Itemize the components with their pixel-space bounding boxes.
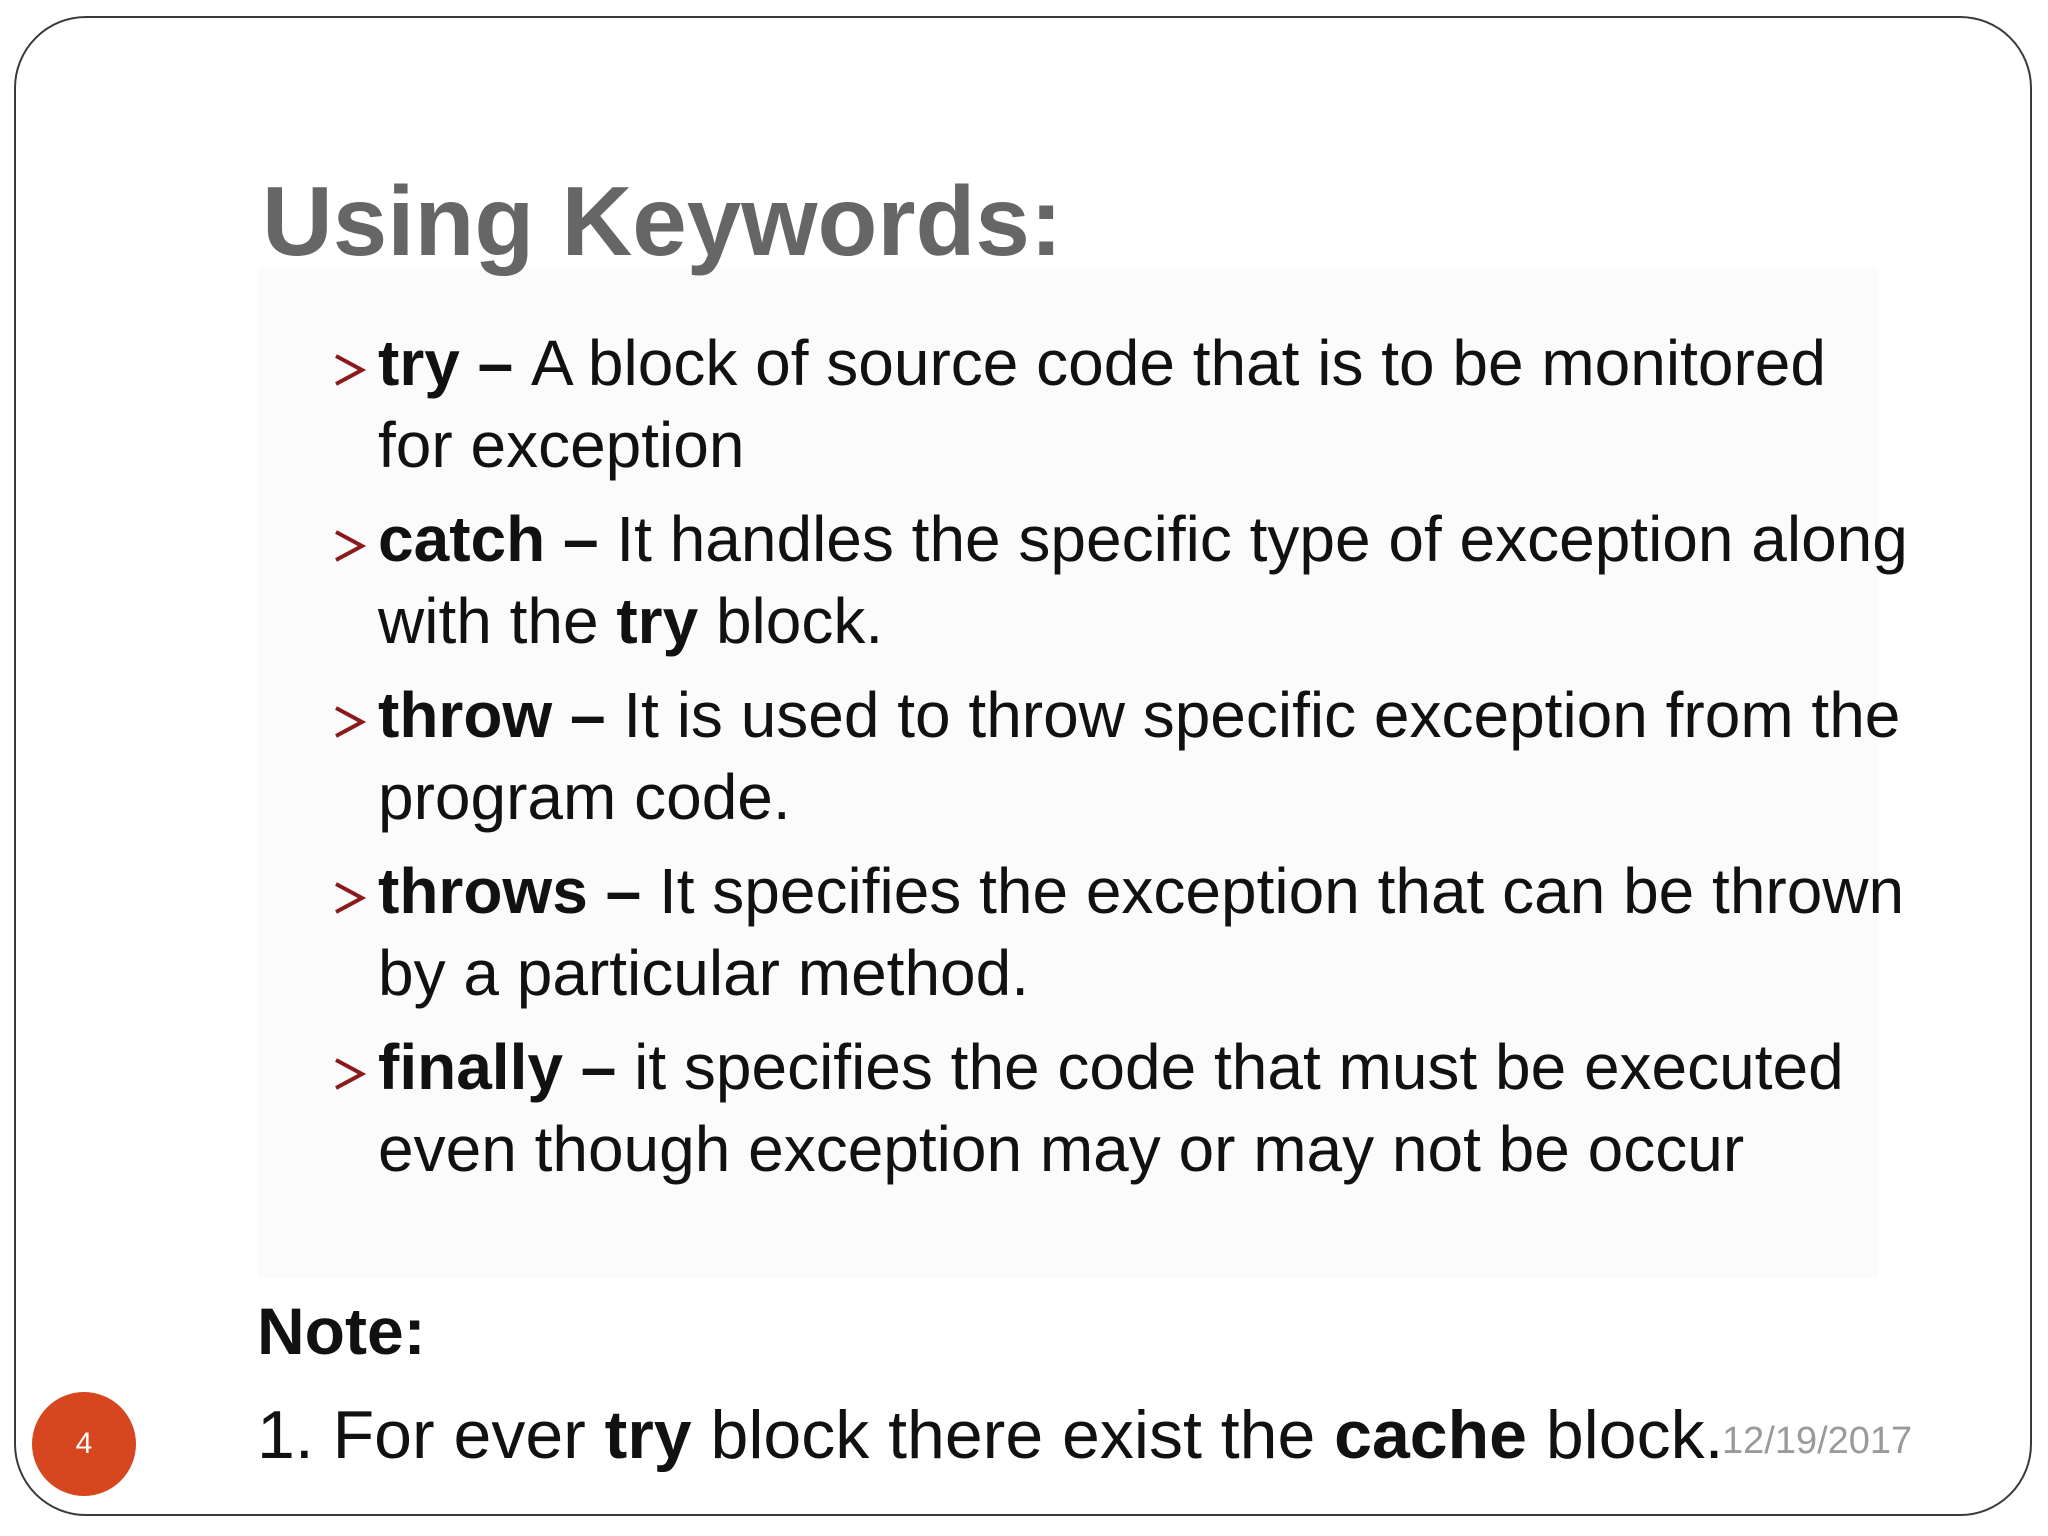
keyword-dash: – <box>552 679 624 751</box>
note-keyword-try: try <box>604 1397 692 1473</box>
bullet-throw <box>330 674 1910 838</box>
arrow-bullet-icon <box>330 350 370 390</box>
bullet-text: It is used to throw specific exception from the program code. <box>378 679 1901 833</box>
arrow-bullet-icon <box>330 1054 370 1094</box>
slide-title: Using Keywords: <box>262 166 1063 276</box>
note-text <box>257 1394 1724 1476</box>
note-prefix: 1. For ever <box>257 1397 605 1473</box>
inline-keyword-try: try <box>616 585 699 657</box>
note-keyword-cache: cache <box>1334 1397 1527 1473</box>
bullet-text-end: block. <box>698 585 884 657</box>
keyword-dash: – <box>562 1031 635 1103</box>
keyword-list <box>330 322 1910 1202</box>
bullet-finally <box>330 1026 1910 1190</box>
keyword-dash: – <box>545 503 617 575</box>
slide-date: 12/19/2017 <box>1722 1420 1913 1462</box>
keyword-finally: finally <box>378 1031 563 1103</box>
bullet-text: It handles the specific type of exception along with the <box>378 503 1908 657</box>
page-number-badge: 4 <box>32 1392 136 1496</box>
arrow-bullet-icon <box>330 526 370 566</box>
note-suffix: block. <box>1526 1397 1724 1473</box>
keyword-catch: catch <box>378 503 546 575</box>
arrow-bullet-icon <box>330 702 370 742</box>
note-middle: block there exist the <box>691 1397 1335 1473</box>
keyword-throws: throws <box>378 855 588 927</box>
bullet-try <box>330 322 1910 486</box>
keyword-dash: – <box>459 327 531 399</box>
bullet-text: A block of source code that is to be monitored for exception <box>378 327 1826 481</box>
bullet-text: it specifies the code that must be executed even though exception may or may not be occur <box>378 1031 1844 1185</box>
keyword-dash: – <box>587 855 659 927</box>
keyword-try: try <box>378 327 460 399</box>
arrow-bullet-icon <box>330 878 370 918</box>
note-label: Note: <box>257 1294 426 1368</box>
bullet-text: It specifies the exception that can be thrown by a particular method. <box>378 855 1905 1009</box>
keyword-throw: throw <box>378 679 553 751</box>
bullet-catch <box>330 498 1910 662</box>
bullet-throws <box>330 850 1910 1014</box>
